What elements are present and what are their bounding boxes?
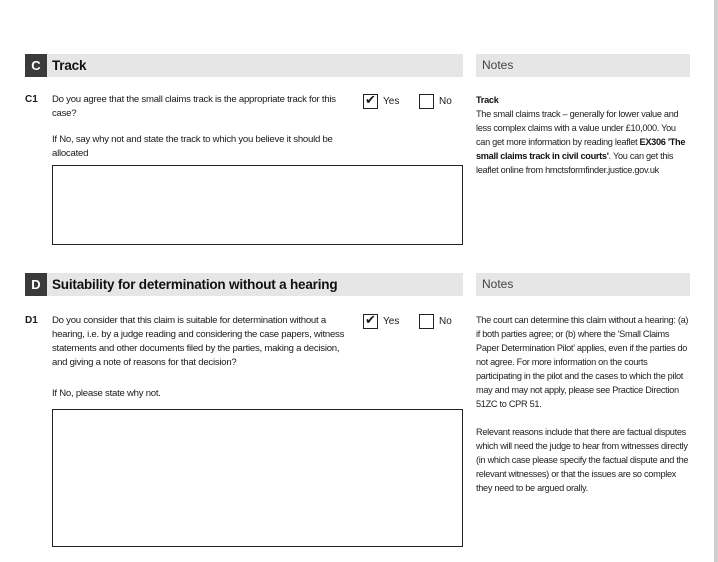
d1-no-label: No xyxy=(439,316,452,327)
section-d-notes xyxy=(476,313,690,495)
section-d-notes-header: Notes xyxy=(476,273,690,296)
d1-yes-label: Yes xyxy=(383,316,400,327)
section-c-notes-header: Notes xyxy=(476,54,690,77)
d1-no-checkbox[interactable] xyxy=(419,314,434,329)
checkmark-icon: ✔ xyxy=(365,312,376,327)
c1-yes-checkbox[interactable] xyxy=(363,94,378,109)
d1-reason-textbox[interactable] xyxy=(52,409,463,547)
question-c1-followup: If No, say why not and state the track to which you believe it should be allocated xyxy=(52,134,333,159)
c1-no-checkbox[interactable] xyxy=(419,94,434,109)
section-d-notes-para1: The court can determine this claim without a hearing: (a) if both parties agree; or (b) where the 'Small Claims Paper Determination Pilot' applies, even if the parties do not agree. For more information on the courts participating in the pilot and the cases to which the pilot may and may not apply, please see Practice Direction 51ZC to CPR 51. xyxy=(476,315,689,409)
question-c1-number: C1 xyxy=(25,94,38,105)
section-c-letter: C xyxy=(25,54,47,77)
checkmark-icon: ✔ xyxy=(365,92,376,107)
section-d-title: Suitability for determination without a hearing xyxy=(52,277,338,292)
section-c-title: Track xyxy=(52,58,87,73)
question-d1-text: Do you consider that this claim is suitable for determination without a hearing, i.e. by a judge reading and considering the case papers, witness statements and other documents filed by the parties, making a decision, and giving a note of reasons for that decision? xyxy=(52,315,345,368)
notes-subheading: Track xyxy=(476,95,499,105)
section-c-header xyxy=(25,54,463,77)
section-d-header xyxy=(25,273,463,296)
page-edge xyxy=(714,0,718,562)
section-c-notes-body xyxy=(476,107,690,177)
notes-text-before: The small claims track – generally for lower value and less complex claims with a value under £10,000. You can get more information by reading leaflet xyxy=(476,109,679,147)
section-c-notes xyxy=(476,93,690,177)
c1-yes-label: Yes xyxy=(383,96,400,107)
question-d1-number: D1 xyxy=(25,315,38,326)
section-d-letter: D xyxy=(25,273,47,296)
d1-yes-checkbox[interactable] xyxy=(363,314,378,329)
notes-leaflet-reference: EX306 'The small claims track in civil courts' xyxy=(476,137,686,161)
c1-reason-textbox[interactable] xyxy=(52,165,463,245)
section-d-notes-para2: Relevant reasons include that there are factual disputes which will need the judge to hear from witnesses directly (in which case please specify the factual dispute and the relevant witnesses) or that the issues are so complex they need to be argued orally. xyxy=(476,427,689,493)
notes-text-after: . You can get this leaflet online from hmctsformfinder.justice.gov.uk xyxy=(476,151,674,175)
question-d1-followup: If No, please state why not. xyxy=(52,388,161,399)
c1-no-label: No xyxy=(439,96,452,107)
question-c1-text: Do you agree that the small claims track is the appropriate track for this case? xyxy=(52,94,336,119)
